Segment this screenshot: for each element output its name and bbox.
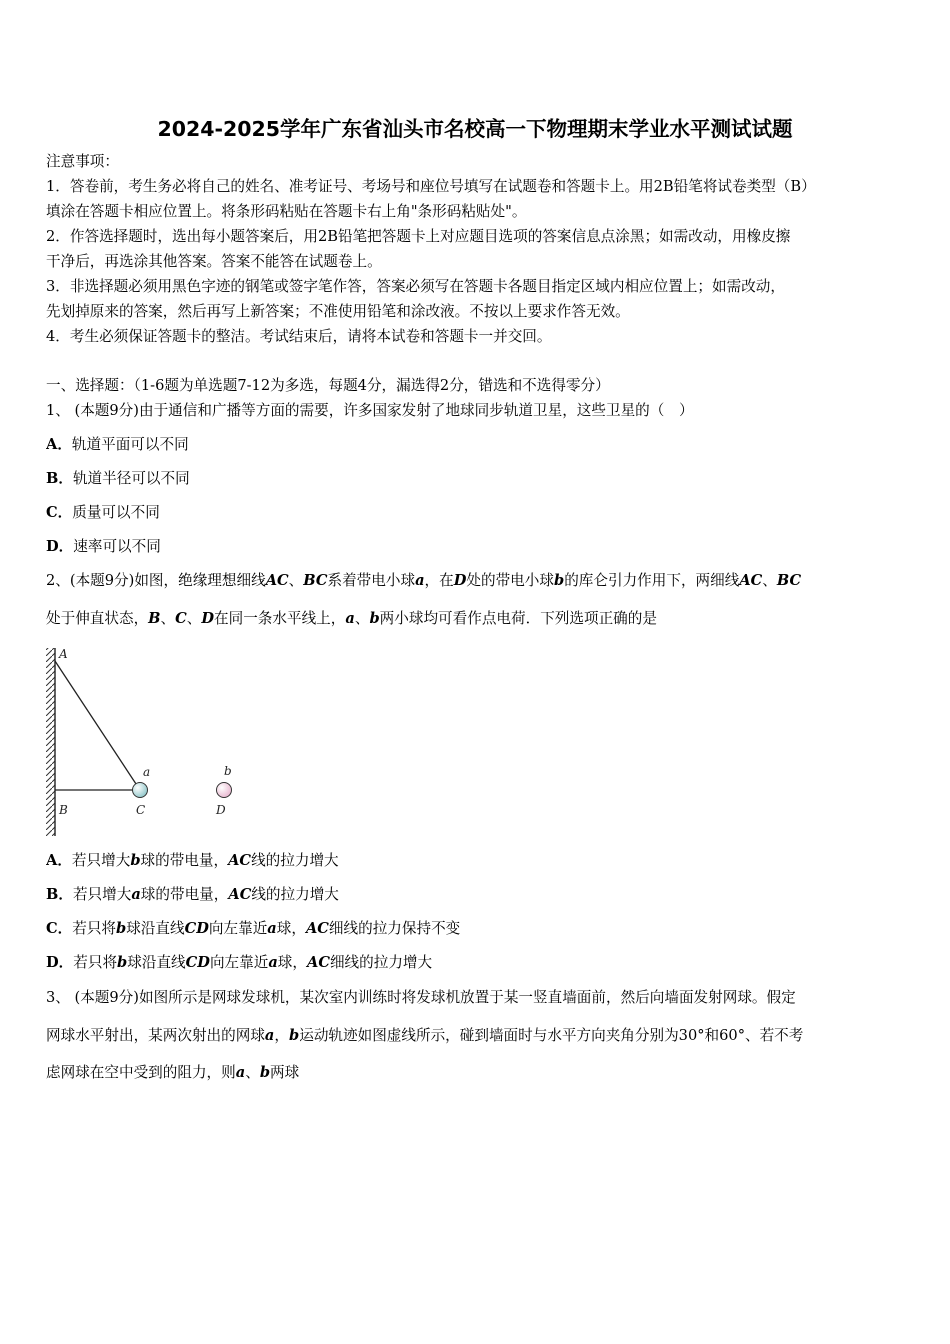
var: CD — [184, 920, 209, 937]
text: 、 — [245, 1064, 260, 1081]
var: AC — [307, 954, 330, 971]
ball-b — [217, 783, 232, 798]
text: 、 — [762, 572, 777, 589]
text: 2、(本题9分)如图，绝缘理想细线 — [46, 572, 266, 589]
text: 若只增大 — [71, 852, 131, 869]
label-D: D — [216, 803, 226, 817]
q2-option-c — [46, 919, 911, 939]
ball-a — [133, 783, 148, 798]
label-a: a — [143, 765, 151, 779]
notice-line: 先划掉原来的答案，然后再写上新答案；不准使用铅笔和涂改液。不按以上要求作答无效。 — [46, 303, 630, 320]
text: 、 — [160, 610, 176, 627]
label-B: B — [59, 803, 68, 817]
var: a — [268, 954, 278, 971]
text: 、 — [288, 572, 304, 589]
option-label: C． — [46, 504, 73, 521]
var: a — [264, 1027, 275, 1044]
wall-hatch — [46, 648, 55, 836]
var: a — [345, 610, 355, 627]
var: AC — [228, 886, 252, 903]
text: 球， — [277, 954, 307, 971]
text: 两小球均可看作点电荷．下列选项正确的是 — [379, 610, 657, 627]
label-b: b — [224, 764, 232, 778]
var: a — [131, 886, 141, 903]
q1-option-b — [46, 469, 911, 489]
text: ，在 — [424, 572, 454, 589]
q2-option-a — [46, 851, 911, 871]
text: 两球 — [270, 1064, 300, 1081]
section-heading: 一、选择题：（1-6题为单选题7-12为多选，每题4分，漏选得2分，错选和不选得零分） — [46, 377, 610, 394]
q1-option-c — [46, 503, 911, 523]
option-text: 质量可以不同 — [72, 504, 160, 521]
label-C: C — [136, 803, 146, 817]
text: 系着带电小球 — [327, 572, 416, 589]
var: a — [267, 920, 277, 937]
question-2-stem-line2 — [46, 609, 911, 629]
text: 若只增大 — [72, 886, 132, 903]
text: 、 — [354, 610, 370, 627]
var: b — [369, 610, 380, 627]
option-text: 轨道平面可以不同 — [71, 436, 189, 453]
option-label: C． — [46, 920, 73, 937]
text: 球的带电量， — [140, 852, 229, 869]
text: 网球水平射出，某两次射出的网球 — [46, 1027, 265, 1044]
text: 在同一条水平线上， — [214, 610, 346, 627]
notice-line: 4．考生必须保证答题卡的整洁。考试结束后，请将本试卷和答题卡一并交回。 — [46, 328, 552, 345]
text: 球， — [276, 920, 306, 937]
option-label: B． — [46, 470, 73, 487]
text: 向左靠近 — [208, 920, 268, 937]
notice-line: 1．答卷前，考生务必将自己的姓名、准考证号、考场号和座位号填写在试题卷和答题卡上。用2B铅笔将试卷类型（B） — [46, 178, 816, 195]
var: BC — [776, 572, 802, 589]
var: b — [116, 920, 127, 937]
question-2-stem-line1 — [46, 571, 911, 591]
var: AC — [265, 572, 289, 589]
var: BC — [303, 572, 328, 589]
question-1-stem: 1、 (本题9分)由于通信和广播等方面的需要，许多国家发射了地球同步轨道卫星，这些卫星的（ ） — [46, 402, 694, 419]
notice-heading: 注意事项： — [46, 153, 119, 170]
page-title: 2024-2025学年广东省汕头市名校高一下物理期末学业水平测试试题 — [157, 117, 793, 141]
question-3-stem-line3 — [46, 1063, 911, 1083]
question-3-stem-line2 — [46, 1026, 911, 1046]
text: 、 — [186, 610, 202, 627]
text: 球的带电量， — [140, 886, 229, 903]
notice-line: 2．作答选择题时，选出每小题答案后，用2B铅笔把答题卡上对应题目选项的答案信息点涂黑；如需改动，用橡皮擦 — [46, 228, 791, 245]
option-label: D． — [46, 954, 74, 971]
text: 若只将 — [73, 954, 118, 971]
question-3-stem-line1: 3、 (本题9分)如图所示是网球发球机，某次室内训练时将发球机放置于某一竖直墙面前，然后向墙面发射网球。假定 — [46, 989, 796, 1006]
text: 运动轨迹如图虚线所示，碰到墙面时与水平方向夹角分别为30°和60°、若不考 — [299, 1027, 804, 1044]
label-A: A — [59, 647, 68, 661]
text: 细线的拉力增大 — [329, 954, 433, 971]
text: 的库仑引力作用下，两细线 — [564, 572, 740, 589]
option-text: 速率可以不同 — [73, 538, 161, 555]
text: 细线的拉力保持不变 — [328, 920, 461, 937]
text: 线的拉力增大 — [251, 886, 339, 903]
var: b — [553, 572, 565, 589]
text: 线的拉力增大 — [251, 852, 339, 869]
charged-balls-figure — [40, 644, 250, 840]
text: 球沿直线 — [126, 920, 185, 937]
var: B — [148, 610, 161, 627]
text: 球沿直线 — [127, 954, 186, 971]
text: 处的带电小球 — [466, 572, 554, 589]
q2-option-b — [46, 885, 911, 905]
option-label: A． — [46, 852, 72, 869]
option-text: 轨道半径可以不同 — [72, 470, 190, 487]
var: C — [175, 610, 187, 627]
var: CD — [185, 954, 210, 971]
option-label: A． — [46, 436, 72, 453]
var: a — [235, 1064, 246, 1081]
var: AC — [305, 920, 329, 937]
q1-option-a — [46, 435, 911, 455]
text: 若只将 — [72, 920, 117, 937]
var: b — [130, 852, 141, 869]
notice-line: 3．非选择题必须用黑色字迹的钢笔或签字笔作答，答案必须写在答题卡各题目指定区域内相应位置上；如需改动， — [46, 278, 785, 295]
var: b — [289, 1027, 300, 1044]
var: D — [453, 572, 467, 589]
q1-option-d — [46, 537, 911, 557]
notice-line: 干净后，再选涂其他答案。答案不能答在试题卷上。 — [46, 253, 382, 270]
option-label: B． — [46, 886, 73, 903]
var: b — [259, 1064, 271, 1081]
q2-option-d — [46, 953, 911, 973]
notice-line: 填涂在答题卡相应位置上。将条形码粘贴在答题卡右上角"条形码粘贴处"。 — [46, 203, 527, 220]
text: 虑网球在空中受到的阻力，则 — [46, 1064, 236, 1081]
var: a — [415, 572, 425, 589]
thread-ac — [55, 661, 140, 790]
text: ， — [274, 1027, 289, 1044]
var: AC — [739, 572, 763, 589]
var: AC — [228, 852, 252, 869]
var: b — [117, 954, 128, 971]
text: 向左靠近 — [209, 954, 269, 971]
option-label: D． — [46, 538, 74, 555]
var: D — [201, 610, 215, 627]
text: 处于伸直状态， — [46, 610, 149, 627]
